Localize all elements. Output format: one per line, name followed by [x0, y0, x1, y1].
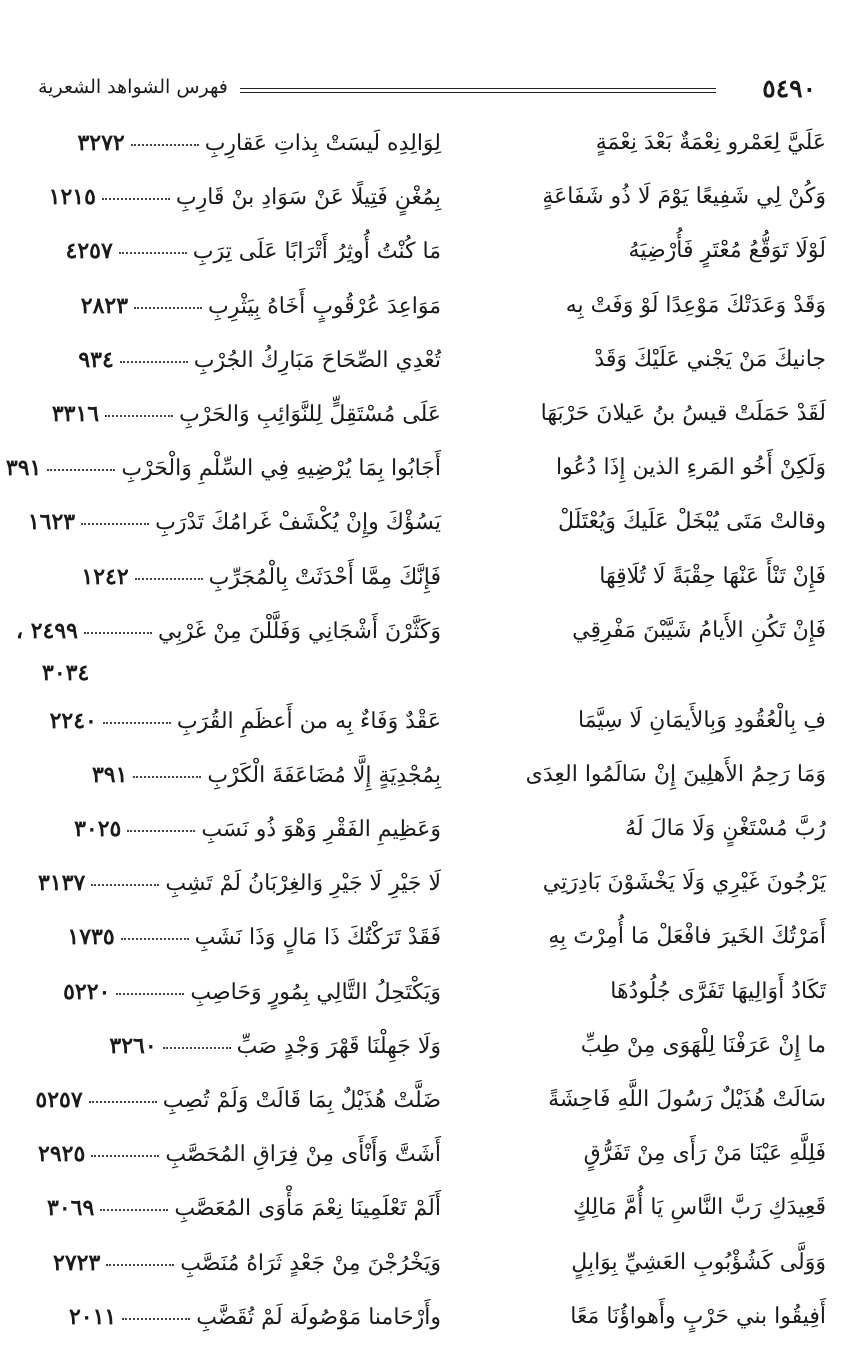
verse-row: [30, 341, 826, 395]
second-hemistich-entry: [30, 762, 441, 788]
first-hemistich: وَقَدْ وَعَدَتْكَ مَوْعِدًا لَوْ وَفَتْ بِه: [565, 292, 826, 318]
reference-number: ٤٢٥٧: [65, 238, 113, 265]
dot-leader: [47, 469, 115, 471]
second-hemistich-entry: [30, 564, 441, 590]
first-hemistich: أَمَرْتُكَ الخَيرَ فافْعَلْ مَا أُمِرْتَ بِهِ: [548, 924, 826, 950]
dot-leader: [135, 578, 203, 580]
second-hemistich: ضَلَّتْ هُذَيْلٌ بِمَا قَالَتْ وَلَمْ تُصِبِ: [162, 1088, 441, 1113]
first-hemistich: وقالتْ مَتَى يُبْخَلْ عَلَيكَ وَيُعْتَلَلْ: [557, 509, 826, 535]
reference-number: ٣٠٢٥: [74, 816, 122, 843]
second-hemistich: وَعَظِيمِ الفَقْرِ وَهْوَ ذُو نَسَبِ: [201, 817, 441, 843]
second-hemistich: فَقَدْ تَرَكْتُكَ ذَا مَالٍ وَذَا نَشَبِ: [194, 925, 441, 951]
second-hemistich: عَلَى مُسْتَقِلٍّ لِلنَّوَائِبِ وَالحَرْبِ: [179, 401, 441, 427]
verse-row: [30, 973, 826, 1027]
dot-leader: [127, 830, 195, 832]
dot-leader: [133, 776, 201, 778]
second-hemistich: فَإِنَّكَ مِمَّا أَحْدَثَتْ بِالْمُجَرِّبِ: [208, 564, 441, 590]
verse-row: [30, 864, 826, 918]
second-hemistich-entry: [30, 184, 441, 210]
second-hemistich-entry: [30, 1250, 441, 1276]
second-hemistich: تُعْدِي الصِّحَاحَ مَبَارِكُ الجُرْبِ: [193, 347, 441, 373]
second-hemistich: أَلَمْ تَعْلَمِينَا نِعْمَ مَأْوَى المُعَصَّبِ: [174, 1196, 441, 1222]
reference-number-continued: ٣٠٣٤: [42, 659, 90, 686]
verse-row: [30, 1244, 826, 1298]
dot-leader: [106, 1264, 174, 1266]
second-hemistich-entry: [30, 1304, 441, 1330]
second-hemistich: أَشَتَّ وَأَنْأَى مِنْ فِرَاقِ المُحَصَّبِ: [165, 1142, 441, 1168]
second-hemistich: بِمُغْنٍ فَتِيلًا عَنْ سَوَادِ بنْ قَارِبِ: [175, 185, 441, 211]
dot-leader: [163, 1047, 231, 1049]
dot-leader: [81, 523, 149, 525]
second-hemistich-entry: [30, 130, 441, 156]
dot-leader: [121, 938, 189, 940]
dot-leader: [120, 361, 188, 363]
second-hemistich: لَا جَيْرِ لَا جَيْرِ وَالغِرْبَانُ لَمْ تَشِبِ: [165, 871, 441, 897]
verse-row: [27, 503, 826, 557]
second-hemistich-entry: [15, 617, 441, 644]
second-hemistich-entry: [30, 924, 441, 950]
reference-number: ٥٢٥٧: [35, 1087, 83, 1113]
reference-number: ٣٩١: [91, 761, 128, 788]
second-hemistich-entry: [27, 509, 441, 536]
verse-row: [30, 1027, 826, 1081]
verse-row: [30, 1135, 826, 1189]
first-hemistich: أَفِيقُوا بني حَرْبٍ وأَهواؤُنَا مَعًا: [570, 1303, 826, 1329]
verse-row: [5, 449, 826, 503]
first-hemistich: سَالَتْ هُذَيْلٌ رَسُولَ اللَّهِ فَاحِشَةً: [548, 1087, 826, 1112]
verse-row: [15, 612, 826, 702]
page-number: ٥٤٩٠: [762, 74, 816, 103]
second-hemistich-entry: [30, 1195, 441, 1221]
second-hemistich-entry: [30, 816, 441, 842]
verse-row: [30, 558, 826, 612]
first-hemistich: عَلَيَّ لِعَمْرو نِعْمَةٌ بَعْدَ نِعْمَةٍ: [595, 130, 826, 155]
second-hemistich-entry: [30, 347, 441, 373]
verse-row: [30, 756, 826, 810]
second-hemistich: وَيَكْتَحِلُ التَّالِي بِمُورٍ وَحَاصِبِ: [190, 979, 441, 1005]
first-hemistich: وَوَلَّى كَشُؤْبُوبِ العَشِيِّ بِوَابِلٍ: [571, 1249, 826, 1275]
second-hemistich-entry: [30, 238, 441, 264]
dot-leader: [102, 198, 170, 200]
second-hemistich: وَيَخْرُجْنَ مِنْ جَعْدٍ ثَرَاهُ مُنَصَّبِ: [180, 1250, 441, 1276]
verse-row: [30, 287, 826, 341]
second-hemistich-entry: [5, 455, 441, 482]
reference-number: ٣٠٦٩: [47, 1195, 95, 1222]
reference-number: ٢٢٤٠: [49, 707, 97, 734]
first-hemistich: فَلِلَّهِ عَيْنَا مَنْ رَأَى مِنْ تَفَرُّقٍ: [583, 1141, 826, 1167]
reference-number: ٣٣١٦: [51, 400, 100, 427]
header-rule: [240, 88, 716, 93]
reference-number: ٢٨٢٣: [80, 292, 129, 319]
second-hemistich-entry: [30, 870, 441, 896]
dot-leader: [134, 307, 202, 309]
first-hemistich: تَكَادُ أَوَالِيهَا تَفَرَّى جُلُودُهَا: [610, 978, 826, 1004]
second-hemistich: مَوَاعِدَ عُرْقُوبٍ أَخَاهُ بِيَثْرِبِ: [208, 293, 441, 319]
first-hemistich: فِ بِالْعُقُودِ وَبِالأَيمَانِ لَا سِيَّمَا: [578, 707, 826, 733]
second-hemistich-entry: [30, 293, 441, 319]
second-hemistich-entry: [30, 1141, 441, 1167]
first-hemistich: قَعِيدَكِ رَبَّ النَّاسِ يَا أُمَّ مَالِكٍ: [572, 1195, 826, 1221]
page-header: [30, 72, 826, 112]
dot-leader: [119, 252, 187, 254]
reference-number: ٥٢٢٠: [63, 978, 111, 1005]
verse-row: [30, 702, 826, 756]
verse-row: [30, 810, 826, 864]
dot-leader: [131, 144, 199, 146]
reference-number: ٣٢٦٠: [109, 1032, 157, 1059]
second-hemistich: عَقْدٌ وَفَاءٌ بِه من أَعظَمِ القُرَبِ: [176, 708, 441, 734]
dot-leader: [105, 415, 173, 417]
reference-number: ٢٤٩٩ ،: [15, 617, 78, 644]
dot-leader: [116, 993, 184, 995]
first-hemistich: ما إِنْ عَرَفْنَا لِلْهَوَى مِنْ طِبِّ: [580, 1032, 826, 1058]
first-hemistich: فَإِنْ تَنْأَ عَنْهَا حِقْبَةً لَا تُلَاقِهَا: [599, 563, 826, 589]
second-hemistich: وَكَثَّرْنَ أَشْجَانِي وَفَلَّلْنَ مِنْ غَرْبِي: [157, 618, 441, 644]
first-hemistich: جانيكَ مَنْ يَجْني عَلَيْكَ وَقَدْ: [594, 346, 826, 372]
reference-number: ١٧٣٥: [67, 924, 115, 951]
reference-number: ١٢١٥: [48, 184, 96, 211]
second-hemistich: مَا كُنْتُ أُوثِرُ أَتْرَابًا عَلَى تِرَبِ: [192, 239, 441, 265]
verse-row: [30, 918, 826, 972]
dot-leader: [91, 1155, 159, 1157]
reference-number: ٢٧٢٣: [53, 1249, 101, 1276]
verse-row: [30, 395, 826, 449]
first-hemistich: يَرْجُونَ غَيْرِي وَلَا يَخْشَوْنَ بَادِرَتِي: [542, 870, 826, 896]
second-hemistich: أَجَابُوا بِمَا يُرْضِيهِ فِي السِّلْمِ وَالْحَرْبِ: [121, 456, 441, 482]
dot-leader: [100, 1209, 168, 1211]
first-hemistich: لَقَدْ حَمَلَتْ قيسُ بنُ عَيلانَ حَرْبَهَا: [540, 400, 826, 426]
verse-row: [30, 124, 826, 178]
first-hemistich: رُبَّ مُسْتَغْنٍ وَلَا مَالَ لَهُ: [625, 816, 826, 842]
verse-row: [30, 232, 826, 286]
second-hemistich-entry: [30, 401, 441, 427]
first-hemistich: وَمَا رَحِمُ الأَهلِينَ إِنْ سَالَمُوا العِدَى: [525, 761, 826, 787]
reference-number: ٢٩٢٥: [38, 1141, 86, 1168]
dot-leader: [84, 632, 152, 634]
reference-number: ٣٢٧٢: [77, 130, 125, 156]
reference-number: ٢٠١١: [68, 1303, 117, 1330]
second-hemistich: بِمُجْدِيَةٍ إِلَّا مُضَاعَفَةَ الْكَرْبِ: [207, 762, 441, 788]
second-hemistich: وَلَا جَهِلْنَا قَهْرَ وَجْدٍ صَبِّ: [236, 1033, 441, 1059]
section-title: فهرس الشواهد الشعرية: [38, 76, 228, 98]
dot-leader: [89, 1101, 157, 1103]
verse-row: [30, 1189, 826, 1243]
reference-number: ٩٣٤: [78, 346, 114, 373]
verse-index: [5, 124, 826, 1352]
second-hemistich-entry: [30, 1087, 441, 1113]
verse-row: [30, 178, 826, 232]
second-hemistich-entry: [30, 708, 441, 734]
first-hemistich: فَإِنْ تَكُنِ الأَيامُ شَيَّبْنَ مَفْرِقِي: [572, 617, 826, 643]
second-hemistich-entry: [30, 1033, 441, 1059]
dot-leader: [91, 884, 159, 886]
dot-leader: [122, 1318, 190, 1320]
reference-number: ١٦٢٣: [27, 509, 76, 536]
dot-leader: [103, 722, 171, 724]
reference-number: ٣١٣٧: [38, 870, 86, 897]
reference-number: ٣٩١: [5, 455, 42, 482]
first-hemistich: وَكُنْ لِي شَفِيعًا يَوْمَ لَا ذُو شَفَاعَةٍ: [542, 184, 826, 210]
second-hemistich-entry: [30, 979, 441, 1005]
second-hemistich: يَسُؤْكَ وإِنْ يُكْشَفْ غَرامُكَ تَدْرَبِ: [155, 510, 441, 536]
verse-row: [30, 1298, 826, 1352]
second-hemistich: لِوَالِدِه لَيسَتْ بِذاتِ عَقارِبِ: [204, 131, 441, 156]
first-hemistich: لَوْلَا تَوَقُّعُ مُعْتَرٍ فَأُرْضِيَهُ: [628, 238, 826, 264]
reference-number: ١٢٤٢: [81, 563, 129, 590]
second-hemistich: وأَرْحَامنا مَوْصُولَة لَمْ تُقَضَّبِ: [196, 1304, 441, 1330]
first-hemistich: وَلَكِنْ أَخُو المَرءِ الذين إِذَا دُعُوا: [556, 455, 826, 481]
verse-row: [30, 1081, 826, 1135]
